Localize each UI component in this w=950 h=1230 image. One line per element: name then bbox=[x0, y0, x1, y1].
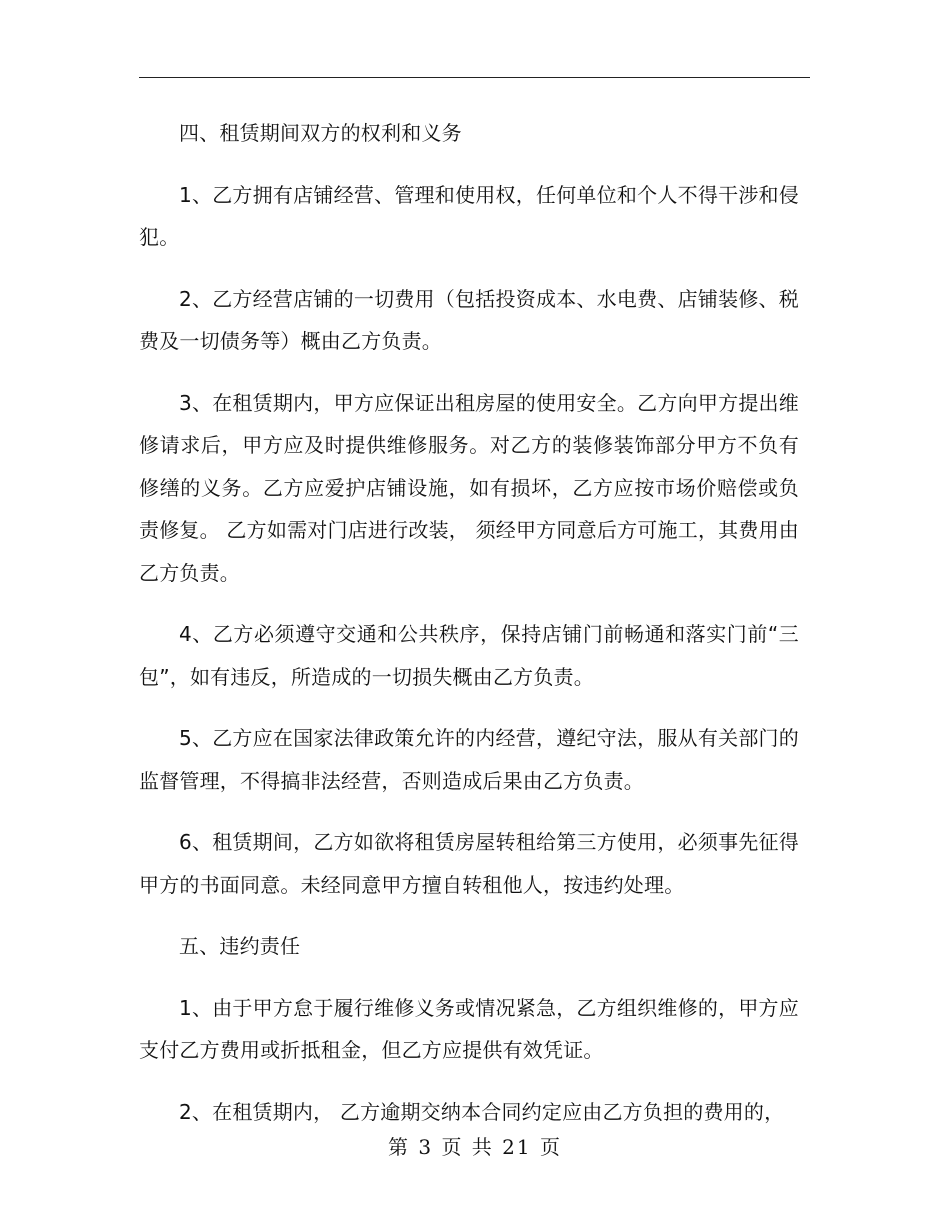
document-body bbox=[139, 112, 799, 1152]
clause-4-6: 6、租赁期间，乙方如欲将租赁房屋转租给第三方使用，必须事先征得甲方的书面同意。未经同意甲方擅自转租他人，按违约处理。 bbox=[139, 830, 799, 897]
clause-4-4: 4、乙方必须遵守交通和公共秩序，保持店铺门前畅通和落实门前“三包”，如有违反，所造成的一切损失概由乙方负责。 bbox=[139, 622, 799, 689]
clause-5-2: 2、在租赁期内， 乙方逾期交纳本合同约定应由乙方负担的费用的， bbox=[179, 1099, 785, 1124]
page-footer: 第 3 页 共 21 页 bbox=[388, 1135, 562, 1159]
header-rule bbox=[139, 77, 810, 78]
clause-4-5: 5、乙方应在国家法律政策允许的内经营，遵纪守法，服从有关部门的监督管理，不得搞非法经营，否则造成后果由乙方负责。 bbox=[139, 726, 799, 793]
clause-4-3: 3、在租赁期内，甲方应保证出租房屋的使用安全。乙方向甲方提出维修请求后，甲方应及时提供维修服务。对乙方的装修装饰部分甲方不负有修缮的义务。乙方应爱护店铺设施，如有损坏，乙方应按市场价赔偿或负责修复。 乙方如需对门店进行改装， 须经甲方同意后方可施工，其费用由乙方负责。 bbox=[139, 390, 799, 585]
section-heading-4: 四、租赁期间双方的权利和义务 bbox=[179, 121, 462, 145]
clause-5-1: 1、由于甲方怠于履行维修义务或情况紧急，乙方组织维修的，甲方应支付乙方费用或折抵租金，但乙方应提供有效凭证。 bbox=[139, 995, 799, 1062]
section-heading-5: 五、违约责任 bbox=[179, 934, 301, 958]
clause-4-1: 1、乙方拥有店铺经营、管理和使用权，任何单位和个人不得干涉和侵犯。 bbox=[139, 182, 799, 249]
clause-4-2: 2、乙方经营店铺的一切费用（包括投资成本、水电费、店铺装修、税费及一切债务等）概由乙方负责。 bbox=[139, 286, 799, 353]
